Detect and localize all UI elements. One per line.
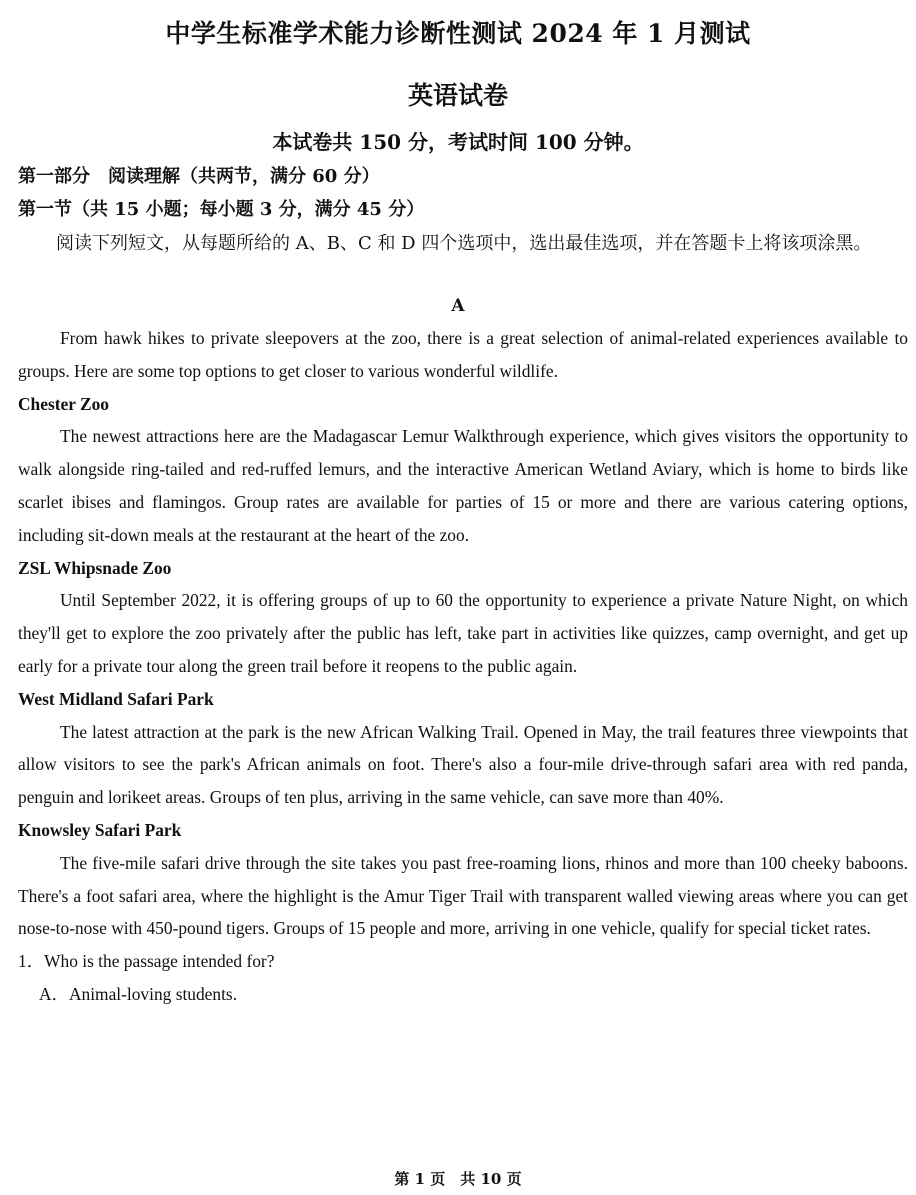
passage-letter: A (451, 296, 465, 316)
question-1-option-a: A．Animal-loving students. (39, 983, 238, 1004)
section-text-west-midland: The latest attraction at the park is the new African Walking Trail. Opened in May, the trail features three viewpoints that allow visitors to see the park's African animals on foot. There's also a four-mile drive-through safari area with red panda, penguin and lorikeet areas. Groups of ten plus, arriving in the same vehicle, can save more than 40%. (18, 721, 908, 808)
section-text-whipsnade-zoo: Until September 2022, it is offering groups of up to 60 the opportunity to experience a private Nature Night, on which they'll get to explore the zoo privately after the public has left, take part in activities like quizzes, camp overnight, and get up early for a private tour along the green trail before it reopens to the public again. (18, 590, 908, 676)
section-title-west-midland: West Midland Safari Park (18, 688, 214, 709)
section-title-knowsley: Knowsley Safari Park (18, 819, 182, 840)
section-title-whipsnade-zoo: ZSL Whipsnade Zoo (18, 557, 172, 578)
section-title-chester-zoo: Chester Zoo (18, 393, 109, 414)
exam-info: 本试卷共 150 分，考试时间 100 分钟。 (272, 130, 644, 154)
part-heading: 第一部分 阅读理解（共两节，满分 60 分） (18, 166, 380, 187)
section-text-knowsley: The five-mile safari drive through the site takes you past free-roaming lions, rhinos and more than 100 cheeky baboons. There's a foot safari area, where the highlight is the Amur Tiger Trail with transparent walled viewing areas where you can get nose-to-nose with 450-pound tigers. Groups of 15 people and more, arriving in one vehicle, qualify for special ticket rates. (18, 852, 908, 939)
question-1: 1．Who is the passage intended for? (18, 951, 275, 972)
section-text-chester-zoo: The newest attractions here are the Madagascar Lemur Walkthrough experience, which gives visitors the opportunity to walk alongside ring-tailed and red-ruffed lemurs, and the interactive American Wetland Aviary, which is home to birds like scarlet ibises and flamingos. Group rates are available for parties of 15 or more and there are various catering options, including sit-down meals at the restaurant at the heart of the zoo. (18, 426, 908, 545)
paper-subtitle: 英语试卷 (407, 81, 508, 110)
page-footer: 第 1 页 共 10 页 (394, 1170, 522, 1188)
passage-intro: From hawk hikes to private sleepovers at the zoo, there is a great selection of animal-related experiences available to groups. Here are some top options to get closer to various wonderful wildlife. (18, 328, 908, 381)
instructions: 阅读下列短文，从每题所给的 A、B、C 和 D 四个选项中，选出最佳选项，并在答题卡上将该项涂黑。 (56, 233, 872, 254)
section-heading: 第一节（共 15 小题；每小题 3 分，满分 45 分） (18, 199, 425, 220)
exam-title: 中学生标准学术能力诊断性测试 2024 年 1 月测试 (165, 19, 751, 48)
passage-body (18, 322, 908, 1011)
